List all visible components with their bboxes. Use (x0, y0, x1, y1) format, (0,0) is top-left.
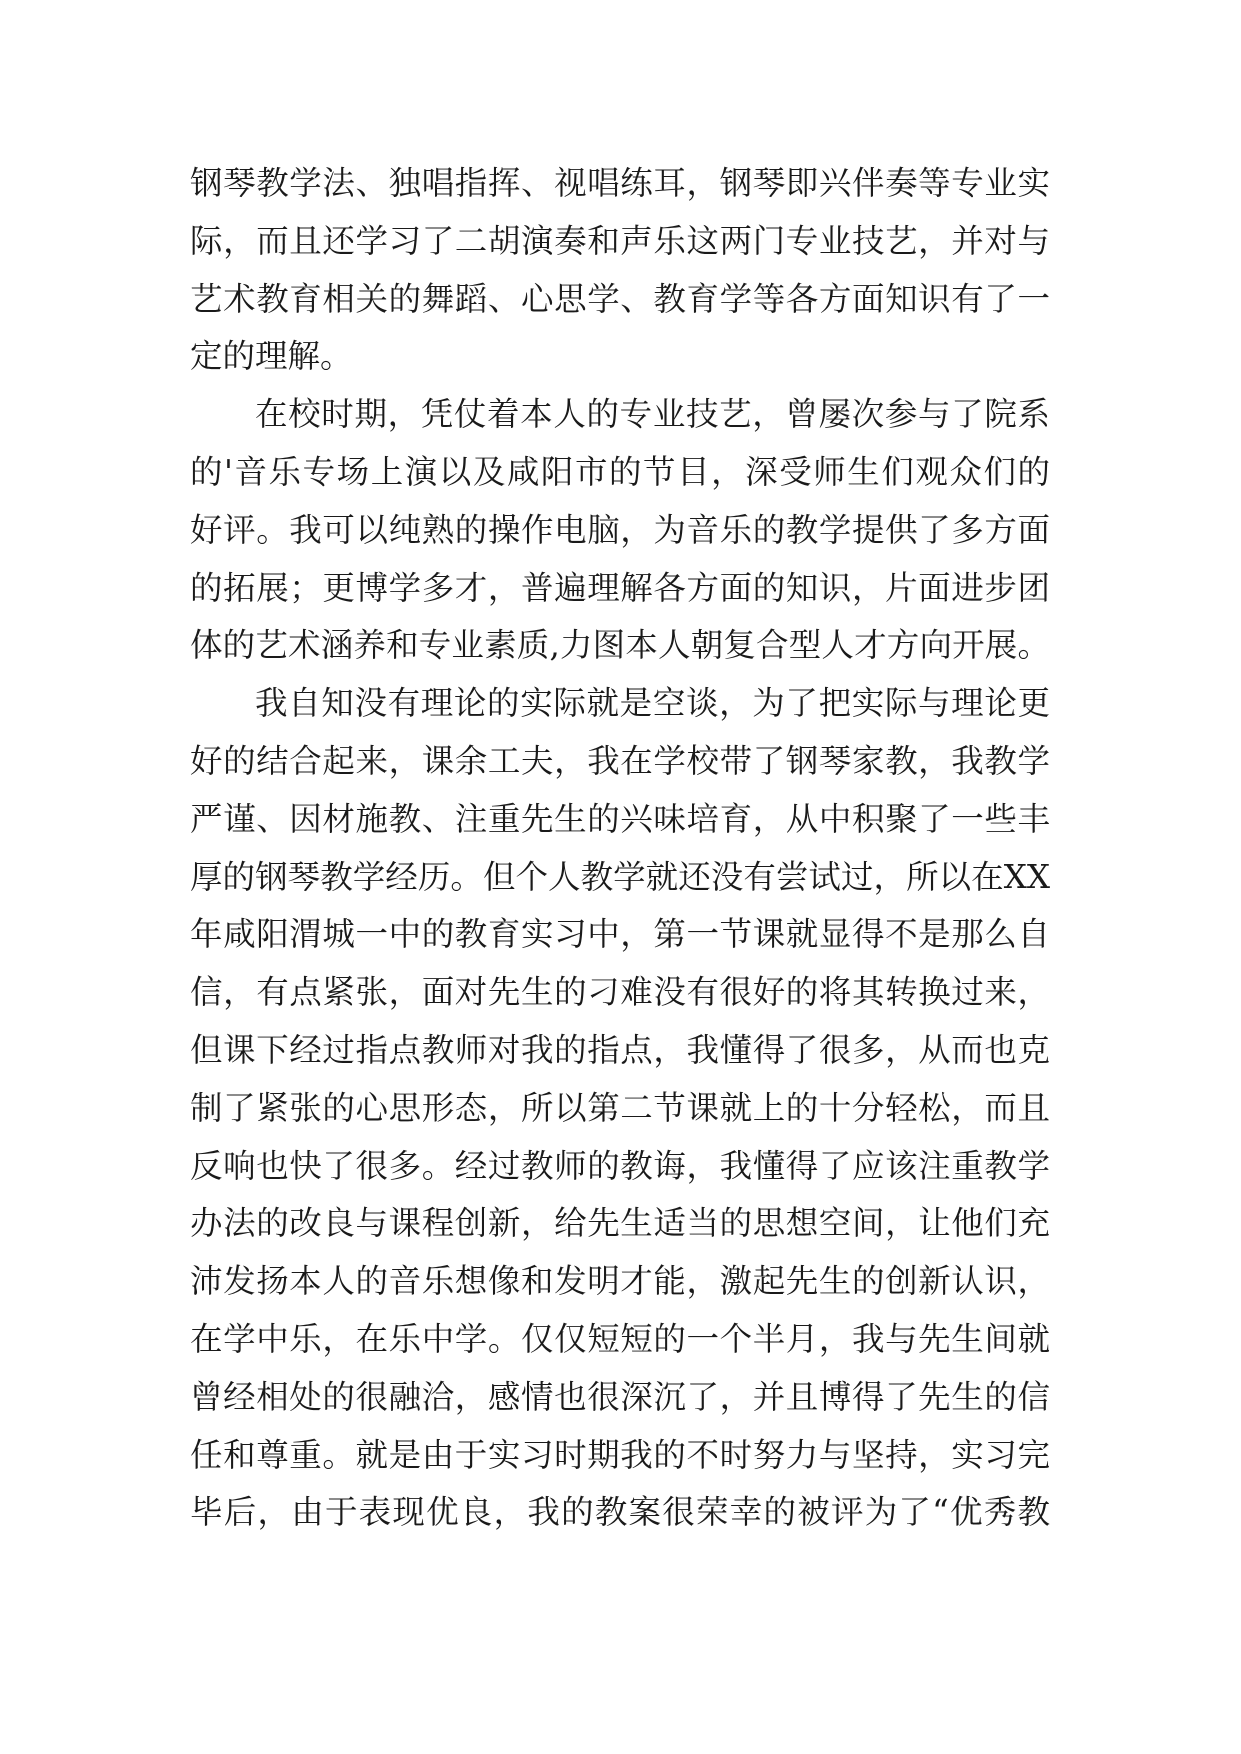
document-body (190, 155, 1050, 1542)
text-line: 办法的改良与课程创新，给先生适当的思想空间，让他们充 (190, 1204, 1050, 1243)
text-line: 任和尊重。就是由于实习时期我的不时努力与坚持，实习完 (190, 1435, 1050, 1474)
text-line: 我自知没有理论的实际就是空谈，为了把实际与理论更 (255, 684, 1050, 723)
text-line: 信，有点紧张，面对先生的刁难没有很好的将其转换过来， (190, 973, 1050, 1012)
text-line: 好的结合起来，课余工夫，我在学校带了钢琴家教，我教学 (190, 741, 1050, 780)
text-line: 沛发扬本人的音乐想像和发明才能，激起先生的创新认识， (190, 1262, 1050, 1301)
text-line: 年咸阳渭城一中的教育实习中，第一节课就显得不是那么自 (190, 915, 1050, 954)
text-line: 反响也快了很多。经过教师的教诲，我懂得了应该注重教学 (190, 1146, 1050, 1185)
text-line: 定的理解。 (190, 337, 353, 376)
text-line: 的拓展；更博学多才，普遍理解各方面的知识，片面进步团 (190, 568, 1050, 607)
text-line: 在校时期，凭仗着本人的专业技艺，曾屡次参与了院系 (255, 395, 1050, 434)
text-line: 厚的钢琴教学经历。但个人教学就还没有尝试过，所以在XX (190, 857, 1050, 896)
text-line: 但课下经过指点教师对我的指点，我懂得了很多，从而也克 (190, 1030, 1050, 1069)
text-line: 在学中乐，在乐中学。仅仅短短的一个半月，我与先生间就 (190, 1319, 1050, 1358)
text-line: 曾经相处的很融洽，感情也很深沉了，并且博得了先生的信 (190, 1377, 1050, 1416)
text-line: 制了紧张的心思形态，所以第二节课就上的十分轻松，而且 (190, 1088, 1050, 1127)
text-line: 的'音乐专场上演以及咸阳市的节目，深受师生们观众们的 (190, 452, 1050, 491)
text-line: 毕后，由于表现优良，我的教案很荣幸的被评为了“优秀教 (190, 1493, 1050, 1532)
text-line: 际，而且还学习了二胡演奏和声乐这两门专业技艺，并对与 (190, 221, 1050, 260)
text-line: 严谨、因材施教、注重先生的兴味培育，从中积聚了一些丰 (190, 799, 1050, 838)
text-line: 好评。我可以纯熟的操作电脑，为音乐的教学提供了多方面 (190, 510, 1050, 549)
text-line: 体的艺术涵养和专业素质,力图本人朝复合型人才方向开展。 (190, 626, 1050, 665)
text-line: 钢琴教学法、独唱指挥、视唱练耳，钢琴即兴伴奏等专业实 (190, 164, 1050, 202)
text-line: 艺术教育相关的舞蹈、心思学、教育学等各方面知识有了一 (190, 279, 1050, 318)
